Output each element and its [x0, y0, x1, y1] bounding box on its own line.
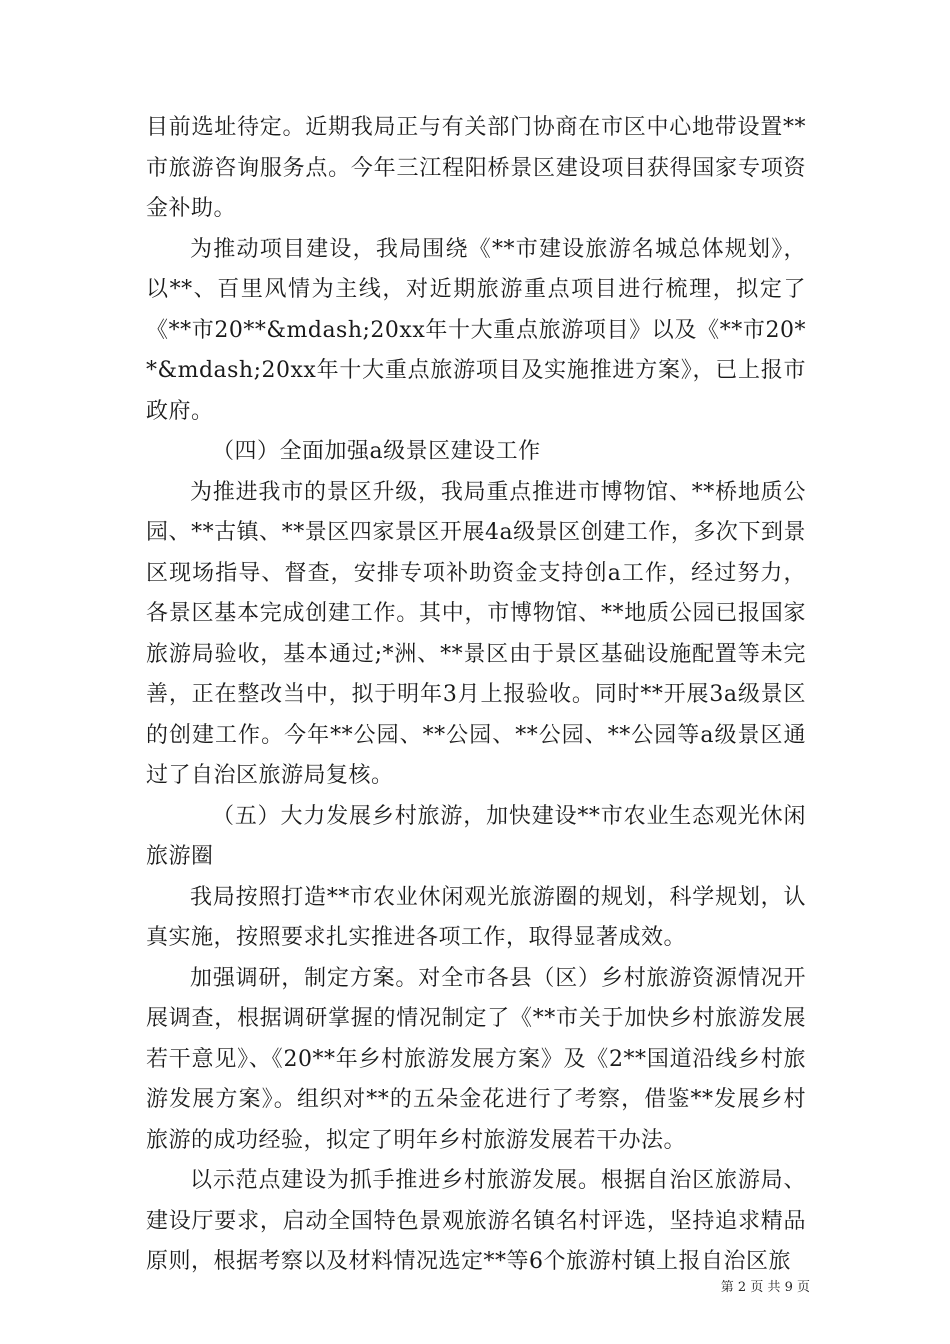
- section-heading-4: （四）全面加强a级景区建设工作: [212, 439, 541, 464]
- paragraph-site-selection: 目前选址待定。近期我局正与有关部门协商在市区中心地带设置**市旅游咨询服务点。今年三江程阳桥景区建设项目获得国家专项资金补助。: [146, 115, 806, 221]
- paragraph-demonstration-sites: 以示范点建设为抓手推进乡村旅游发展。根据自治区旅游局、建设厅要求，启动全国特色景观旅游名镇名村评选，坚持追求精品原则，根据考察以及材料情况选定**等6个旅游村镇上报自治区旅: [146, 1168, 806, 1274]
- paragraph-project-construction: 为推动项目建设，我局围绕《**市建设旅游名城总体规划》，以**、百里风情为主线，对近期旅游重点项目进行梳理，拟定了《**市20**&mdash;20xx年十大重点旅游项目》以及《**市20**&mdash;20xx年十大重点旅游项目及实施推进方案》，已上报市政府。: [146, 236, 806, 424]
- paragraph-research-plan: 加强调研，制定方案。对全市各县（区）乡村旅游资源情况开展调查，根据调研掌握的情况制定了《**市关于加快乡村旅游发展若干意见》、《20**年乡村旅游发展方案》及《2**国道沿线乡村旅游发展方案》。组织对**的五朵金花进行了考察，借鉴**发展乡村旅游的成功经验，拟定了明年乡村旅游发展若干办法。: [146, 965, 806, 1153]
- page-number-footer: 第 2 页 共 9 页: [720, 1280, 810, 1295]
- section-heading-5: （五）大力发展乡村旅游，加快建设**市农业生态观光休闲旅游圈: [146, 803, 806, 869]
- document-body: [146, 108, 806, 1283]
- paragraph-rural-tourism-intro: 我局按照打造**市农业休闲观光旅游圈的规划，科学规划，认真实施，按照要求扎实推进各项工作，取得显著成效。: [146, 884, 806, 950]
- paragraph-scenic-upgrade: 为推进我市的景区升级，我局重点推进市博物馆、**桥地质公园、**古镇、**景区四家景区开展4a级景区创建工作，多次下到景区现场指导、督查，安排专项补助资金支持创a工作，经过努力，各景区基本完成创建工作。其中，市博物馆、**地质公园已报国家旅游局验收，基本通过;*洲、**景区由于景区基础设施配置等未完善，正在整改当中，拟于明年3月上报验收。同时**开展3a级景区的创建工作。今年**公园、**公园、**公园、**公园等a级景区通过了自治区旅游局复核。: [146, 479, 806, 788]
